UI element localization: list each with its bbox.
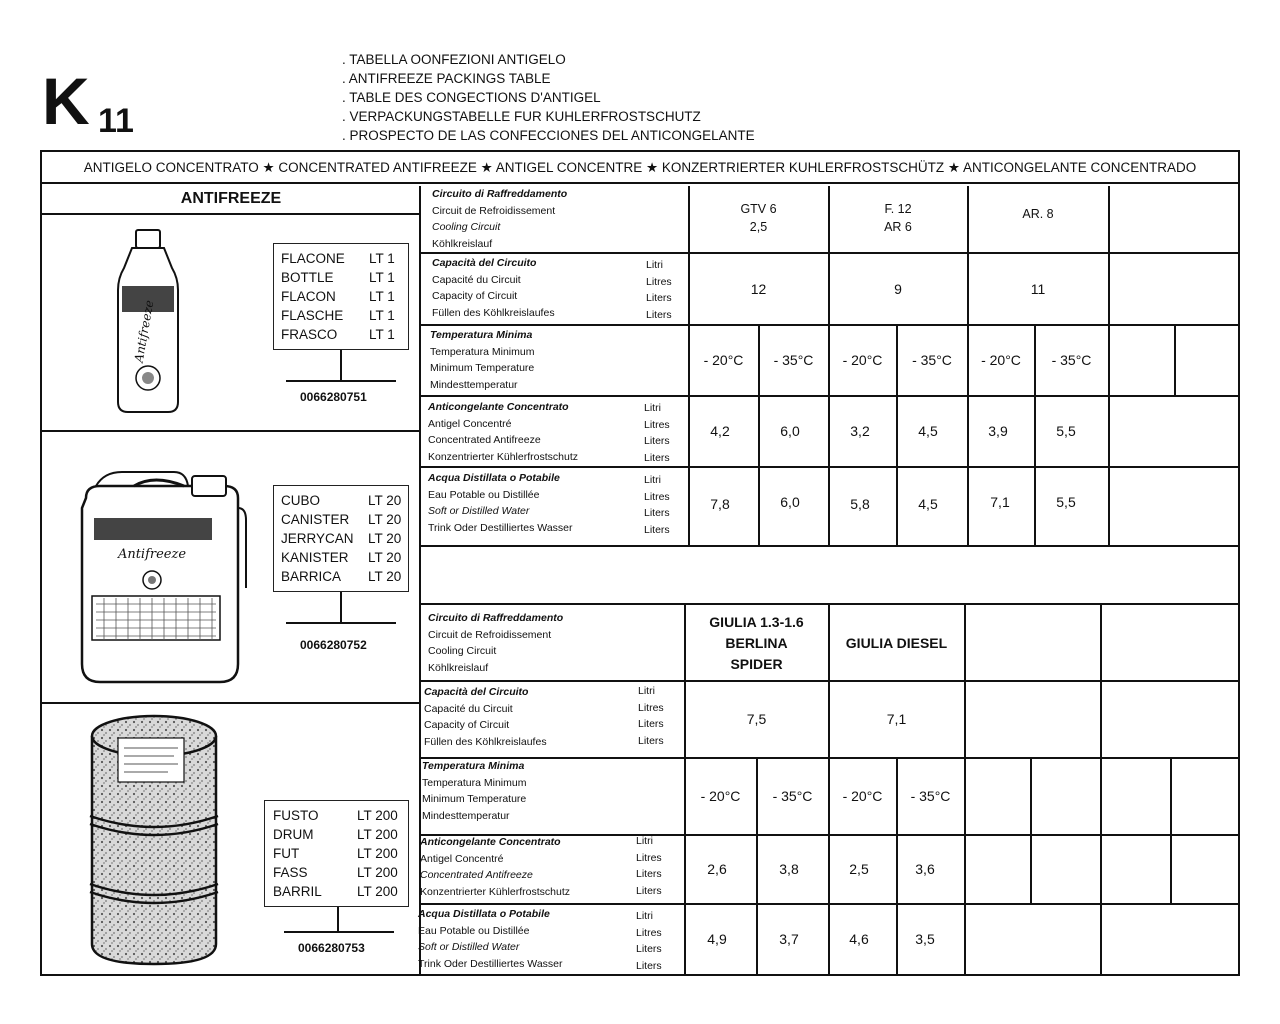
temperature-value: - 20°C [842, 352, 883, 368]
package-size: LT 20 [368, 550, 402, 565]
row-label-capacity: Capacità del Circuito Capacité du Circuit Capacity of Circuit Füllen des Köhlkreislaufes [432, 257, 555, 319]
package-name-spanish: BARRICA [281, 569, 342, 584]
concentrate-value: 5,5 [1056, 423, 1076, 439]
row-label-water: Acqua Distillata o Potabile Eau Potable ou Distillée Soft or Distilled Water Trink Oder Destilliertes Wasser [428, 472, 573, 534]
concentrate-value: 6,0 [780, 423, 800, 439]
model-header: F. 12 AR 6 [884, 202, 912, 234]
model-header: GTV 6 2,5 [740, 202, 777, 234]
package-name-english: CANISTER [281, 512, 350, 527]
package-name-french: FLACON [281, 289, 336, 304]
water-value: 4,9 [707, 931, 727, 947]
concentrate-value: 3,2 [850, 423, 870, 439]
temperature-value: - 35°C [910, 788, 951, 804]
package-size: LT 1 [369, 270, 395, 285]
water-value: 7,8 [710, 496, 730, 512]
drum-package-box [264, 800, 409, 907]
unit-labels: Litri Litres Liters Liters [636, 835, 662, 897]
temperature-value: - 35°C [773, 352, 814, 368]
capacity-value: 7,1 [886, 711, 907, 727]
package-size: LT 20 [368, 512, 402, 527]
temperature-value: - 20°C [981, 352, 1021, 368]
title-spanish: . PROSPECTO DE LAS CONFECCIONES DEL ANTICONGELANTE [342, 128, 755, 143]
concentrate-value: 2,6 [707, 861, 727, 877]
package-name-italian: FUSTO [273, 808, 319, 823]
package-name-spanish: BARRIL [273, 884, 322, 899]
row-label-cooling-circuit: Circuito di Raffreddamento Circuit de Refroidissement Cooling Circuit Köhlkreislauf [428, 612, 564, 674]
temperature-value: - 35°C [772, 788, 813, 804]
concentrate-value: 3,8 [779, 861, 799, 877]
capacity-value: 12 [750, 280, 767, 297]
products-divider-1 [42, 430, 420, 432]
package-size: LT 200 [357, 884, 398, 899]
package-name-german: FLASCHE [281, 308, 344, 323]
water-value: 5,8 [850, 496, 870, 512]
package-name-italian: FLACONE [281, 251, 345, 266]
package-size: LT 1 [369, 251, 395, 266]
package-name-italian: CUBO [281, 493, 321, 508]
section-code-number: 11 [98, 102, 134, 140]
unit-labels: Litri Litres Liters Liters [644, 474, 670, 536]
part-number: 0066280753 [298, 941, 365, 955]
package-name-spanish: FRASCO [281, 327, 338, 342]
products-divider-2 [42, 702, 420, 704]
water-value: 3,5 [915, 931, 935, 947]
code-connector [340, 350, 342, 380]
title-block [342, 50, 755, 145]
title-german: . VERPACKUNGSTABELLE FUR KUHLERFROSTSCHUTZ [342, 109, 701, 124]
title-english: . ANTIFREEZE PACKINGS TABLE [342, 71, 551, 86]
grid-rule [1170, 757, 1172, 903]
package-name-english: BOTTLE [281, 270, 334, 285]
package-size: LT 1 [369, 289, 395, 304]
capacity-value: 9 [894, 280, 902, 297]
package-size: LT 20 [368, 531, 402, 546]
package-size: LT 20 [368, 569, 402, 584]
code-connector [340, 592, 342, 622]
package-size: LT 1 [369, 308, 395, 323]
package-name-french: JERRYCAN [281, 531, 354, 546]
package-name-french: FUT [273, 846, 300, 861]
title-french: . TABLE DES CONGECTIONS D'ANTIGEL [342, 90, 601, 105]
svg-text:Antifreeze: Antifreeze [131, 299, 157, 364]
package-size: LT 1 [369, 327, 395, 342]
canister-package-box [273, 485, 409, 592]
water-value: 3,7 [779, 931, 799, 947]
model-header: AR. 8 [1022, 207, 1054, 221]
concentrate-value: 4,2 [710, 423, 730, 439]
package-name-english: DRUM [273, 827, 314, 842]
grid-rule [1108, 186, 1110, 545]
row-label-cooling-circuit: Circuito di Raffreddamento Circuit de Refroidissement Cooling Circuit Köhlkreislauf [432, 188, 568, 250]
grid-rule [420, 545, 1238, 547]
row-label-water: Acqua Distillata o Potabile Eau Potable ou Distillée Soft or Distilled Water Trink Oder Destilliertes Wasser [418, 908, 563, 970]
package-name-german: FASS [273, 865, 308, 880]
water-value: 4,6 [849, 931, 869, 947]
row-label-min-temperature: Temperatura Minima Temperatura Minimum Minimum Temperature Mindesttemperatur [422, 760, 527, 822]
water-value: 7,1 [990, 494, 1010, 510]
table-banner: ANTIGELO CONCENTRATO ★ CONCENTRATED ANTIFREEZE ★ ANTIGEL CONCENTRE ★ KONZERTRIERTER KUHLERFROSTSCHÜTZ ★ ANTICONGELANTE CONCENTRADO [40, 150, 1240, 184]
grid-rule [1174, 324, 1176, 395]
unit-labels: Litri Litres Liters Liters [638, 685, 664, 747]
concentrate-value: 2,5 [849, 861, 869, 877]
unit-labels: Litri Litres Liters Liters [646, 259, 672, 321]
package-size: LT 200 [357, 865, 398, 880]
code-connector [337, 907, 339, 931]
package-name-german: KANISTER [281, 550, 349, 565]
products-title: ANTIFREEZE [180, 190, 282, 207]
row-label-capacity: Capacità del Circuito Capacité du Circuit Capacity of Circuit Füllen des Köhlkreislaufes [424, 686, 547, 748]
temperature-value: - 35°C [912, 352, 952, 368]
water-value: 6,0 [780, 494, 800, 510]
temperature-value: - 20°C [703, 352, 744, 368]
water-value: 4,5 [918, 496, 938, 512]
products-title-rule [42, 213, 420, 215]
concentrate-value: 4,5 [918, 423, 938, 439]
grid-rule [964, 603, 966, 974]
capacity-value: 7,5 [746, 711, 767, 727]
capacity-value: 11 [1030, 280, 1046, 297]
code-underline [286, 622, 396, 624]
model-header: GIULIA 1.3-1.6 BERLINA SPIDER [709, 613, 804, 672]
temperature-value: - 20°C [700, 788, 741, 804]
temperature-value: - 20°C [842, 788, 883, 804]
package-size: LT 20 [368, 493, 402, 508]
grid-rule [1100, 603, 1102, 974]
title-italian: . TABELLA OONFEZIONI ANTIGELO [342, 52, 566, 67]
grid-rule [1030, 757, 1032, 903]
package-size: LT 200 [357, 827, 398, 842]
canister-icon [74, 468, 246, 690]
drum-icon [84, 712, 224, 970]
water-value: 5,5 [1056, 494, 1076, 510]
section-code-letter: K [42, 64, 90, 138]
package-size: LT 200 [357, 846, 398, 861]
model-header: GIULIA DIESEL [845, 634, 948, 651]
row-label-min-temperature: Temperatura Minima Temperatura Minimum Minimum Temperature Mindesttemperatur [430, 329, 535, 391]
code-underline [284, 931, 394, 933]
code-underline [286, 380, 396, 382]
part-number: 0066280752 [300, 638, 367, 652]
unit-labels: Litri Litres Liters Liters [636, 910, 662, 972]
svg-text:Antifreeze: Antifreeze [117, 547, 187, 562]
temperature-value: - 35°C [1051, 352, 1092, 368]
row-label-concentrate: Anticongelante Concentrato Antigel Concentré Concentrated Antifreeze Konzentrierter Kühlerfrostschutz [428, 401, 578, 463]
row-label-concentrate: Anticongelante Concentrato Antigel Concentré Concentrated Antifreeze Konzentrierter Kühlerfrostschutz [420, 836, 570, 898]
bottle-icon [112, 228, 184, 414]
part-number: 0066280751 [300, 390, 367, 404]
package-size: LT 200 [357, 808, 398, 823]
unit-labels: Litri Litres Liters Liters [644, 402, 670, 464]
bottle-package-box [273, 243, 409, 350]
concentrate-value: 3,6 [915, 861, 935, 877]
concentrate-value: 3,9 [988, 423, 1008, 439]
